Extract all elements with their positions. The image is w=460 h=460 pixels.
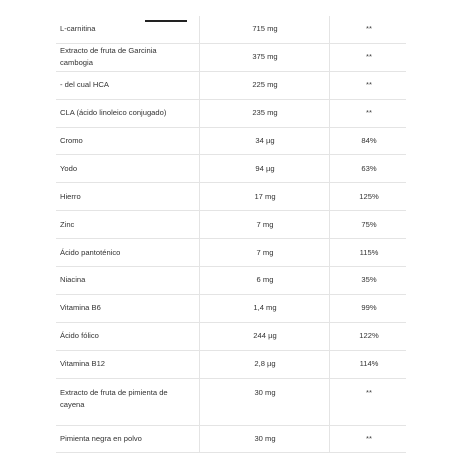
- table-row: [56, 183, 406, 211]
- ingredient-vrn: **: [329, 72, 408, 99]
- table-row: [56, 128, 406, 156]
- ingredient-vrn: 122%: [329, 323, 408, 350]
- ingredient-name: Extracto de fruta de pimienta de cayena: [60, 387, 168, 409]
- table-row: [56, 211, 406, 239]
- ingredient-amount: 30 mg: [199, 379, 330, 425]
- ingredient-name: Ácido fólico: [60, 331, 99, 341]
- table-row: [56, 16, 406, 44]
- table-row: [56, 379, 406, 426]
- ingredient-vrn: **: [329, 100, 408, 127]
- ingredient-amount: 94 µg: [199, 155, 330, 182]
- ingredient-amount: 715 mg: [199, 16, 330, 43]
- table-row: [56, 72, 406, 100]
- table-row: [56, 239, 406, 267]
- ingredient-amount: 34 µg: [199, 128, 330, 155]
- ingredient-vrn: **: [329, 44, 408, 71]
- ingredient-name: Zinc: [60, 219, 75, 229]
- ingredient-name: Niacina: [60, 275, 86, 285]
- ingredient-vrn: 35%: [329, 267, 408, 294]
- nutrition-table: [56, 16, 406, 453]
- ingredient-amount: 2,8 µg: [199, 351, 330, 378]
- table-row: [56, 426, 406, 454]
- ingredient-name: - del cual HCA: [60, 80, 109, 90]
- ingredient-vrn: 115%: [329, 239, 408, 266]
- ingredient-amount: 244 µg: [199, 323, 330, 350]
- ingredient-amount: 7 mg: [199, 239, 330, 266]
- table-row: [56, 100, 406, 128]
- ingredient-name: Ácido pantoténico: [60, 247, 121, 257]
- ingredient-amount: 17 mg: [199, 183, 330, 210]
- ingredient-amount: 1,4 mg: [199, 295, 330, 322]
- ingredient-name: Yodo: [60, 163, 78, 173]
- ingredient-vrn: 84%: [329, 128, 408, 155]
- table-row: [56, 155, 406, 183]
- ingredient-name: Pimienta negra en polvo: [60, 434, 142, 444]
- ingredient-vrn: 99%: [329, 295, 408, 322]
- ingredient-name: L-carnitina: [60, 24, 96, 34]
- ingredient-name: Vitamina B12: [60, 359, 106, 369]
- ingredient-amount: 375 mg: [199, 44, 330, 71]
- table-row: [56, 323, 406, 351]
- ingredient-amount: 235 mg: [199, 100, 330, 127]
- ingredient-name: Cromo: [60, 136, 83, 145]
- ingredient-name: Extracto de fruta de Garcinia cambogia: [60, 46, 157, 68]
- table-row: [56, 44, 406, 72]
- ingredient-amount: 7 mg: [199, 211, 330, 238]
- ingredient-vrn: 125%: [329, 183, 408, 210]
- ingredient-name: Hierro: [60, 191, 81, 201]
- ingredient-vrn: 75%: [329, 211, 408, 238]
- table-row: [56, 295, 406, 323]
- ingredient-amount: 6 mg: [199, 267, 330, 294]
- ingredient-amount: 30 mg: [199, 426, 330, 453]
- ingredient-name: Vitamina B6: [60, 303, 101, 313]
- ingredient-vrn: **: [329, 379, 408, 425]
- table-row: [56, 267, 406, 295]
- ingredient-name: CLA (ácido linoleico conjugado): [60, 108, 167, 118]
- ingredient-vrn: 114%: [329, 351, 408, 378]
- table-row: [56, 351, 406, 379]
- ingredient-amount: 225 mg: [199, 72, 330, 99]
- ingredient-vrn: 63%: [329, 155, 408, 182]
- ingredient-vrn: **: [329, 16, 408, 43]
- ingredient-vrn: **: [329, 426, 408, 453]
